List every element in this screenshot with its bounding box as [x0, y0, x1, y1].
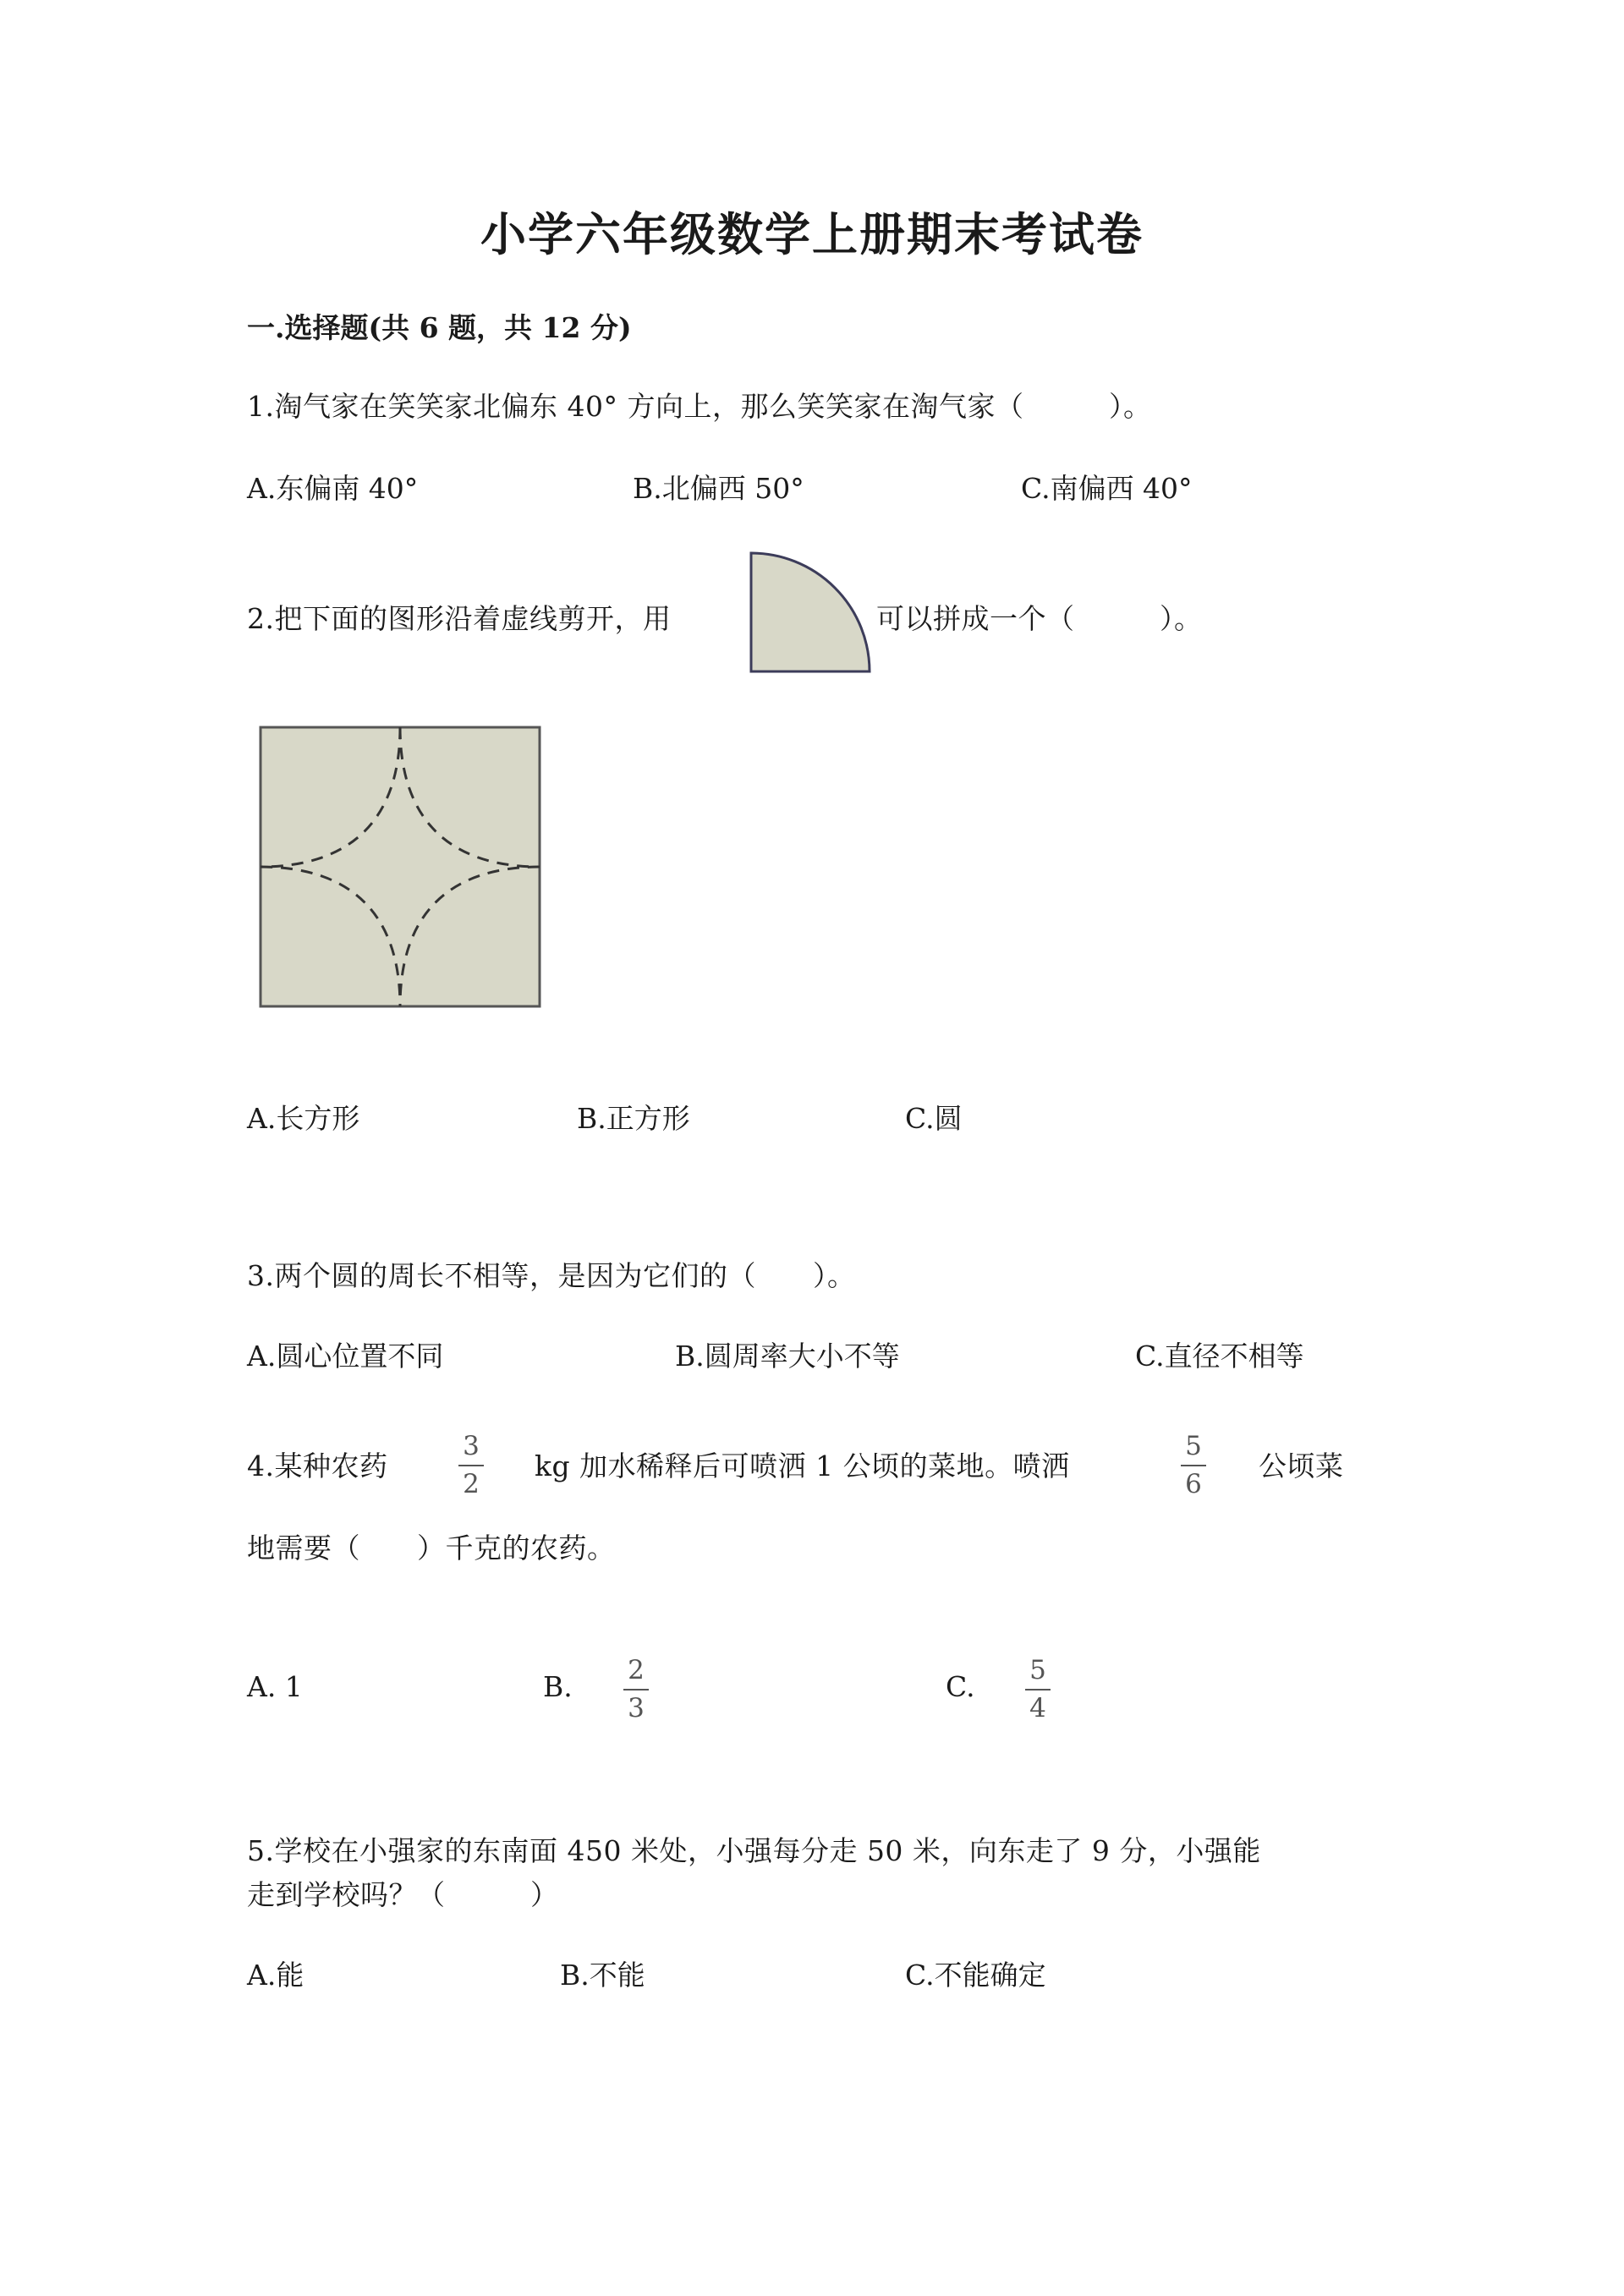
fraction-denominator: 4 [1029, 1693, 1046, 1723]
question-3-option-c[interactable]: C.直径不相等 [1135, 1340, 1304, 1373]
page-title: 小学六年级数学上册期末考试卷 [480, 207, 1144, 261]
fraction-denominator: 2 [463, 1469, 480, 1499]
question-4-fraction-1 [458, 1433, 484, 1498]
fraction-numerator: 5 [1029, 1655, 1046, 1685]
question-4-option-c-fraction [1025, 1655, 1051, 1723]
question-2-text-before: 2.把下面的图形沿着虚线剪开，用 [247, 602, 672, 635]
fraction-denominator: 3 [628, 1693, 645, 1723]
question-4-line2: 地需要（ ）千克的农药。 [247, 1532, 616, 1564]
question-4-part3: 公顷菜 [1259, 1449, 1344, 1482]
question-5-line2: 走到学校吗？（ ） [247, 1878, 559, 1911]
question-5-option-b[interactable]: B.不能 [560, 1959, 645, 1992]
question-1-option-c[interactable]: C.南偏西 40° [1021, 472, 1193, 505]
question-4-option-c[interactable]: C. [946, 1670, 975, 1703]
fraction-numerator: 3 [463, 1431, 480, 1461]
question-3-text: 3.两个圆的周长不相等，是因为它们的（ ）。 [247, 1259, 856, 1292]
section-heading: 一.选择题(共 6 题，共 12 分) [247, 311, 632, 344]
question-1-option-b[interactable]: B.北偏西 50° [633, 472, 804, 505]
quarter-circle-figure [749, 551, 871, 673]
question-3-option-b[interactable]: B.圆周率大小不等 [675, 1340, 900, 1373]
square-dashed-figure [259, 726, 541, 1008]
question-5-line1: 5.学校在小强家的东南面 450 米处，小强每分走 50 米，向东走了 9 分，小强能 [247, 1834, 1261, 1867]
question-4-part1: 4.某种农药 [247, 1449, 388, 1482]
question-1-text: 1.淘气家在笑笑家北偏东 40° 方向上，那么笑笑家在淘气家（ ）。 [247, 390, 1152, 423]
question-5-option-c[interactable]: C.不能确定 [905, 1959, 1046, 1992]
fraction-numerator: 2 [628, 1655, 645, 1685]
question-2-option-a[interactable]: A.长方形 [247, 1102, 360, 1135]
fraction-denominator: 6 [1185, 1469, 1202, 1499]
question-2-option-b[interactable]: B.正方形 [577, 1102, 690, 1135]
question-2-option-c[interactable]: C.圆 [905, 1102, 963, 1135]
question-5-option-a[interactable]: A.能 [247, 1959, 304, 1992]
question-2-text-after: 可以拼成一个（ ）。 [876, 602, 1203, 635]
question-4-option-b[interactable]: B. [543, 1670, 573, 1703]
question-4-option-b-fraction [623, 1655, 649, 1723]
question-4-fraction-2 [1181, 1433, 1206, 1498]
fraction-numerator: 5 [1185, 1431, 1202, 1461]
question-4-part2: kg 加水稀释后可喷洒 1 公顷的菜地。喷洒 [535, 1449, 1070, 1482]
question-3-option-a[interactable]: A.圆心位置不同 [247, 1340, 444, 1373]
question-4-option-a[interactable]: A. 1 [247, 1670, 303, 1703]
question-1-option-a[interactable]: A.东偏南 40° [247, 472, 419, 505]
